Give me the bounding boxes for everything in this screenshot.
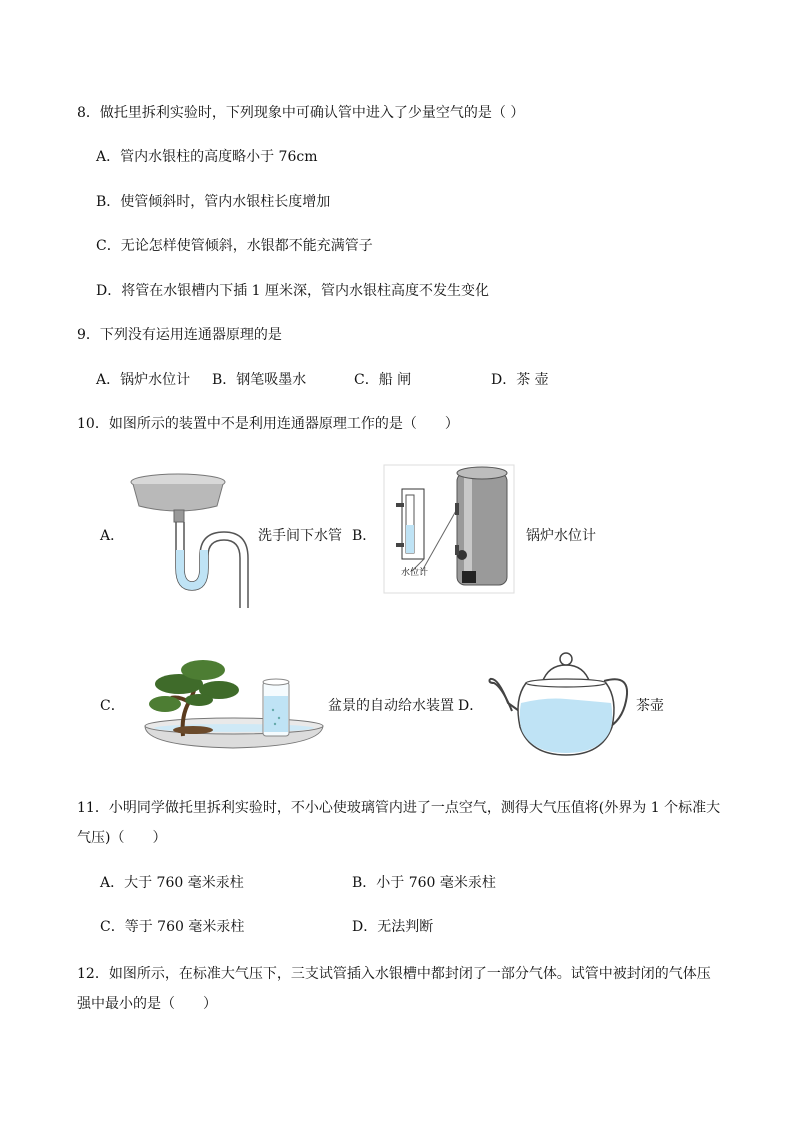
water-gauge-label: 水位计 (401, 568, 429, 578)
bonsai-watering-illustration (141, 656, 327, 752)
q9-option-c: C．船 闸 (354, 372, 412, 388)
q8-stem: 8．做托里拆利实验时，下列现象中可确认管中进入了少量空气的是（ ） (77, 105, 525, 121)
q10-figure-a-caption: 洗手间下水管 (258, 528, 342, 544)
q10-stem: 10．如图所示的装置中不是利用连通器原理工作的是（ ） (77, 416, 459, 432)
q11-option-c: C．等于 760 毫米汞柱 (100, 919, 245, 935)
q10-figure-b-letter: B． (352, 528, 377, 544)
q12-stem-line2: 强中最小的是（ ） (77, 996, 217, 1012)
q8-option-b: B．使管倾斜时，管内水银柱长度增加 (96, 194, 331, 210)
q11-stem-line1: 11．小明同学做托里拆利实验时，不小心使玻璃管内进了一点空气，测得大气压值将(外界为 1 个标准大 (77, 800, 721, 816)
q10-figure-c-letter: C． (100, 698, 125, 714)
q8-option-d: D．将管在水银槽内下插 1 厘米深，管内水银柱高度不发生变化 (96, 283, 490, 299)
q10-figure-c-caption: 盆景的自动给水装置 (328, 698, 454, 714)
q10-figure-a-letter: A． (100, 528, 125, 544)
q8-option-a: A．管内水银柱的高度略小于 76cm (96, 149, 318, 165)
teapot-illustration (486, 643, 632, 757)
q10-figure-d-caption: 茶壶 (636, 698, 664, 714)
q8-option-c: C．无论怎样使管倾斜，水银都不能充满管子 (96, 238, 373, 254)
sink-drain-illustration (128, 472, 252, 612)
q10-figure-d-letter: D． (458, 698, 484, 714)
q9-option-b: B．钢笔吸墨水 (212, 372, 307, 388)
q11-option-b: B．小于 760 毫米汞柱 (352, 875, 496, 891)
q11-stem-line2: 气压)（ ） (77, 830, 167, 846)
q12-stem-line1: 12．如图所示，在标准大气压下，三支试管插入水银槽中都封闭了一部分气体。试管中被封闭的气体压 (77, 966, 711, 982)
q9-option-d: D．茶 壶 (491, 372, 549, 388)
q9-option-a: A．锅炉水位计 (96, 372, 191, 388)
q9-stem: 9．下列没有运用连通器原理的是 (77, 327, 282, 343)
q11-option-d: D．无法判断 (352, 919, 434, 935)
q11-option-a: A．大于 760 毫米汞柱 (100, 875, 244, 891)
q10-figure-b-caption: 锅炉水位计 (526, 528, 596, 544)
